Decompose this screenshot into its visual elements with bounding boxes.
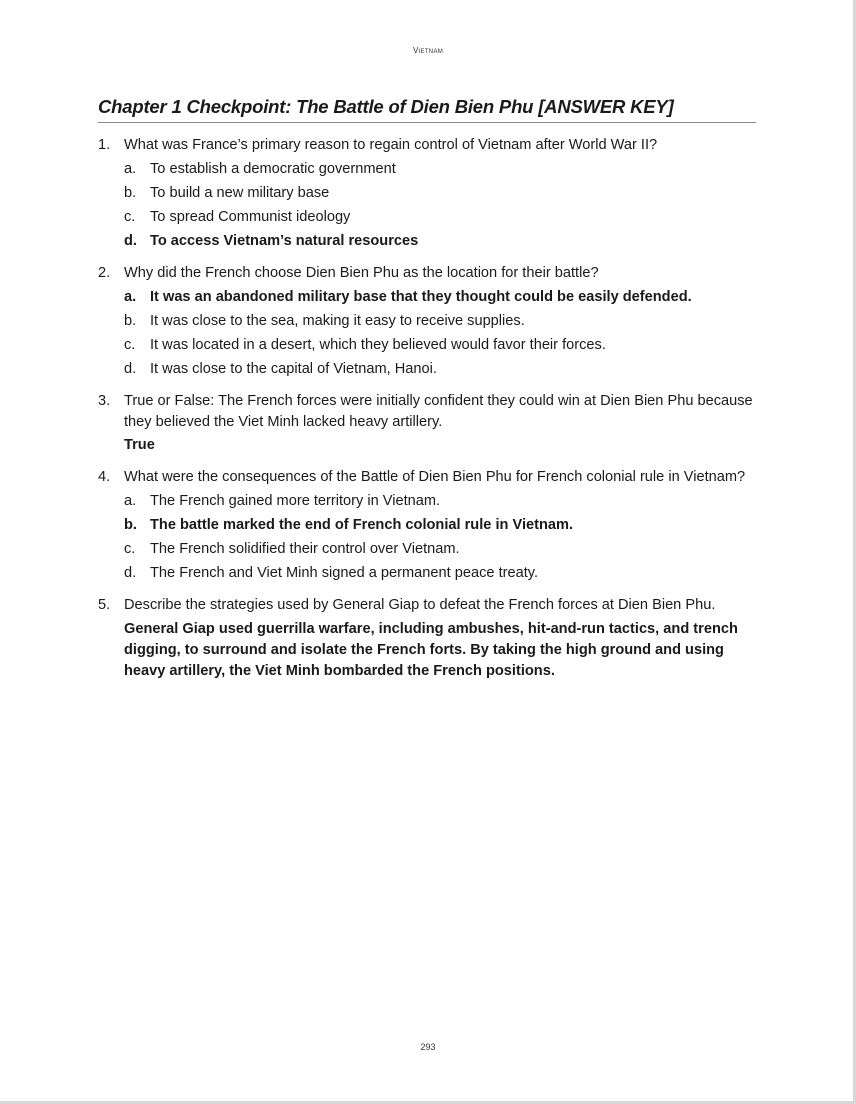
- option-text: To establish a democratic government: [150, 161, 396, 177]
- option-2c: [124, 335, 760, 356]
- running-head: Vietnam: [412, 46, 444, 55]
- option-text: It was close to the capital of Vietnam, Hanoi.: [150, 361, 437, 377]
- option-text: The battle marked the end of French colonial rule in Vietnam.: [150, 517, 574, 533]
- option-text: It was close to the sea, making it easy to receive supplies.: [150, 313, 525, 329]
- question-list: [98, 135, 760, 693]
- option-1a: [124, 159, 760, 180]
- question-text: Describe the strategies used by General Giap to defeat the French forces at Dien Bien Phu.: [124, 597, 716, 613]
- option-text: It was an abandoned military base that they thought could be easily defended.: [150, 289, 692, 305]
- question-number: 3.: [98, 393, 111, 409]
- question-1: [98, 135, 760, 252]
- option-4d: [124, 563, 760, 584]
- option-letter: c.: [124, 541, 136, 557]
- option-letter: d.: [124, 361, 137, 377]
- title-divider: [98, 122, 756, 123]
- option-text: The French gained more territory in Vietnam.: [150, 493, 441, 509]
- question-5: [98, 595, 760, 682]
- question-4: [98, 467, 760, 584]
- option-1d-correct: [124, 231, 760, 252]
- question-number: 1.: [98, 137, 111, 153]
- option-letter: d.: [124, 233, 137, 249]
- option-text: The French and Viet Minh signed a permanent peace treaty.: [150, 565, 539, 581]
- option-list: [124, 287, 760, 380]
- option-letter: d.: [124, 565, 137, 581]
- question-text: Why did the French choose Dien Bien Phu as the location for their battle?: [124, 265, 599, 281]
- option-text: It was located in a desert, which they believed would favor their forces.: [150, 337, 606, 353]
- option-2a-correct: [124, 287, 760, 308]
- question-number: 5.: [98, 597, 111, 613]
- option-letter: a.: [124, 493, 137, 509]
- option-letter: b.: [124, 517, 137, 533]
- answer-text: True: [124, 437, 155, 453]
- page-title: Chapter 1 Checkpoint: The Battle of Dien Bien Phu [ANSWER KEY]: [98, 96, 674, 117]
- question-text: True or False: The French forces were initially confident they could win at Dien Bien Phu because they believed the Viet Minh lacked heavy artillery.: [124, 393, 753, 430]
- option-text: To build a new military base: [150, 185, 330, 201]
- option-4b-correct: [124, 515, 760, 536]
- question-text: What were the consequences of the Battle of Dien Bien Phu for French colonial rule in Vietnam?: [124, 469, 746, 485]
- option-letter: b.: [124, 313, 137, 329]
- question-3: [98, 391, 760, 456]
- option-1b: [124, 183, 760, 204]
- option-text: To access Vietnam’s natural resources: [150, 233, 419, 249]
- option-1c: [124, 207, 760, 228]
- question-2: [98, 263, 760, 380]
- option-list: [124, 491, 760, 584]
- question-text: What was France’s primary reason to regain control of Vietnam after World War II?: [124, 137, 658, 153]
- question-number: 4.: [98, 469, 111, 485]
- question-number: 2.: [98, 265, 111, 281]
- option-text: The French solidified their control over Vietnam.: [150, 541, 460, 557]
- option-letter: c.: [124, 209, 136, 225]
- option-2b: [124, 311, 760, 332]
- option-4c: [124, 539, 760, 560]
- option-text: To spread Communist ideology: [150, 209, 351, 225]
- page-number: 293: [420, 1042, 436, 1052]
- option-letter: a.: [124, 289, 137, 305]
- option-2d: [124, 359, 760, 380]
- option-4a: [124, 491, 760, 512]
- option-letter: a.: [124, 161, 137, 177]
- option-list: [124, 159, 760, 252]
- option-letter: c.: [124, 337, 136, 353]
- answer-text: General Giap used guerrilla warfare, including ambushes, hit-and-run tactics, and trench digging, to surround and isolate the French forts. By taking the high ground and using heavy artillery, the Viet Minh bombarded the French positions.: [124, 621, 738, 679]
- option-letter: b.: [124, 185, 137, 201]
